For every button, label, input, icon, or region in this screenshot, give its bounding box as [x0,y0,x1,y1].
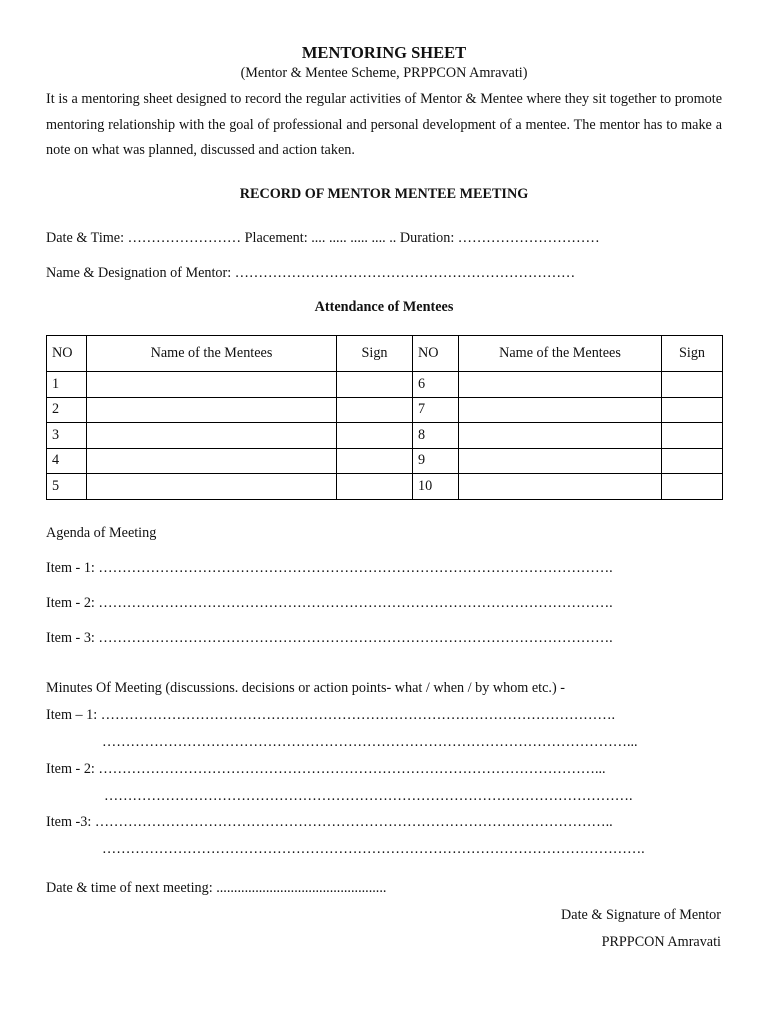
mentee-sign-cell[interactable] [662,397,723,423]
mentee-name-cell[interactable] [87,474,337,500]
minutes-item-3: Item -3: ……………………………………………………………………………………………….. [46,814,613,830]
mentor-name-designation-line: Name & Designation of Mentor: ……………………………………………………………… [46,265,576,281]
mentee-name-cell[interactable] [459,372,662,398]
mentee-sign-cell[interactable] [337,397,413,423]
attendance-header-row [47,336,723,372]
row-number: 4 [47,448,87,474]
minutes-heading: Minutes Of Meeting (discussions. decisions or action points- what / when / by whom etc.) - [46,680,565,696]
attendance-table [46,335,723,500]
table-row [47,372,723,398]
col-sign-right: Sign [662,336,723,372]
table-row [47,397,723,423]
mentee-sign-cell[interactable] [337,423,413,449]
minutes-item-3-continued: ……………………………………………………………………………………………………. [102,841,645,857]
mentee-sign-cell[interactable] [662,423,723,449]
row-number: 9 [413,448,459,474]
mentee-name-cell[interactable] [87,448,337,474]
table-row [47,448,723,474]
agenda-heading: Agenda of Meeting [46,525,157,541]
mentee-name-cell[interactable] [87,372,337,398]
mentor-signature-label: Date & Signature of Mentor [561,907,721,923]
agenda-item-2: Item - 2: ………………………………………………………………………………………………. [46,595,613,611]
minutes-item-1: Item – 1: ………………………………………………………………………………………………. [46,707,616,723]
table-row [47,474,723,500]
mentee-sign-cell[interactable] [662,474,723,500]
mentee-sign-cell[interactable] [662,372,723,398]
page-title: MENTORING SHEET [301,43,467,62]
mentee-sign-cell[interactable] [662,448,723,474]
date-time-placement-duration-line: Date & Time: …………………… Placement: .... ..... ..... .... .. Duration: ………………………… [46,230,600,246]
row-number: 8 [413,423,459,449]
mentee-sign-cell[interactable] [337,474,413,500]
mentee-name-cell[interactable] [459,448,662,474]
minutes-item-2: Item - 2: ……………………………………………………………………………………………... [46,761,606,777]
row-number: 10 [413,474,459,500]
next-meeting-line: Date & time of next meeting: ................................................ [46,880,387,896]
mentee-sign-cell[interactable] [337,448,413,474]
row-number: 6 [413,372,459,398]
intro-paragraph: It is a mentoring sheet designed to record the regular activities of Mentor & Mentee where they sit together to promote mentoring relationship with the goal of professional and personal development of a mentee. The mentor has to make a note on what was planned, discussed and action taken. [46,91,722,158]
page-subtitle: (Mentor & Mentee Scheme, PRPPCON Amravati) [240,65,528,81]
agenda-item-3: Item - 3: ………………………………………………………………………………………………. [46,630,613,646]
mentee-name-cell[interactable] [87,423,337,449]
mentee-name-cell[interactable] [459,474,662,500]
row-number: 1 [47,372,87,398]
col-name-left: Name of the Mentees [87,336,337,372]
row-number: 2 [47,397,87,423]
mentee-name-cell[interactable] [459,423,662,449]
minutes-item-1-continued: …………………………………………………………………………………………………... [102,734,638,750]
mentee-name-cell[interactable] [87,397,337,423]
row-number: 3 [47,423,87,449]
row-number: 5 [47,474,87,500]
row-number: 7 [413,397,459,423]
table-row [47,423,723,449]
col-no-right: NO [413,336,459,372]
record-heading: RECORD OF MENTOR MENTEE MEETING [239,186,529,202]
col-sign-left: Sign [337,336,413,372]
minutes-item-2-continued: …………………………………………………………………………………………………. [104,788,633,804]
attendance-heading: Attendance of Mentees [314,299,454,315]
col-name-right: Name of the Mentees [459,336,662,372]
mentee-name-cell[interactable] [459,397,662,423]
col-no-left: NO [47,336,87,372]
agenda-item-1: Item - 1: ………………………………………………………………………………………………. [46,560,613,576]
mentee-sign-cell[interactable] [337,372,413,398]
institution-name: PRPPCON Amravati [601,934,721,950]
